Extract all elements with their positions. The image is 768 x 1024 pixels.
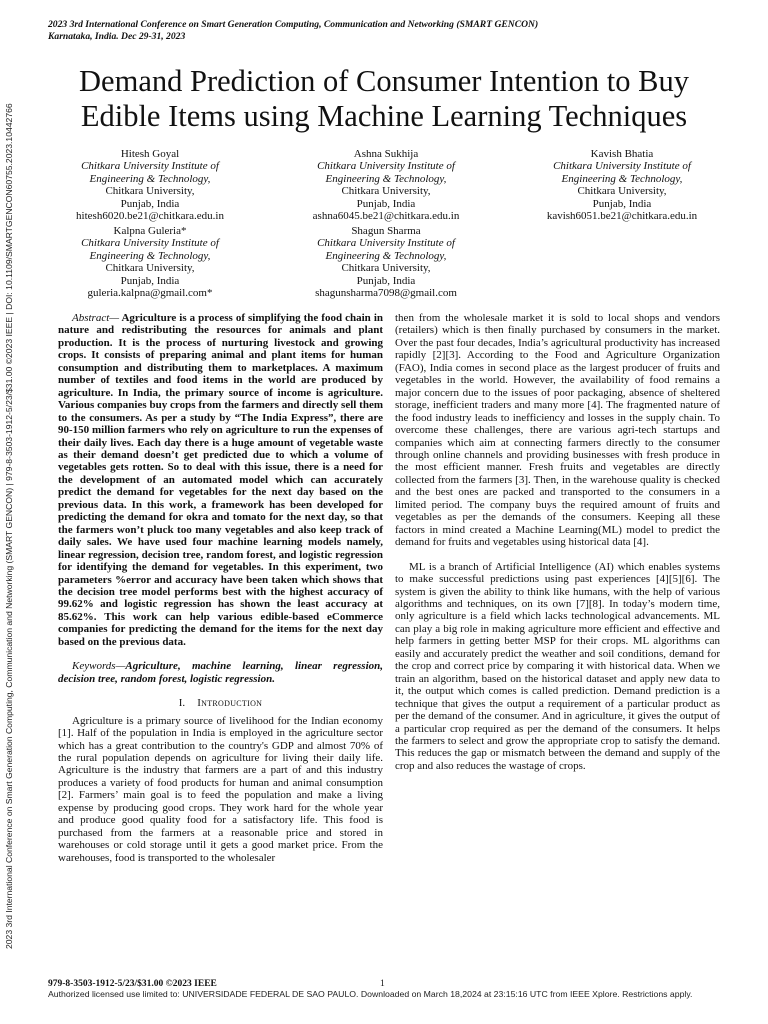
- author-university: Chitkara University,: [105, 262, 195, 275]
- author-university: Chitkara University,: [341, 262, 431, 275]
- conference-header: [48, 19, 728, 43]
- author-affiliation: Chitkara University Institute of: [81, 237, 219, 250]
- author-block: [50, 148, 730, 304]
- abstract-label: Abstract—: [72, 312, 120, 324]
- author-location: Punjab, India: [356, 274, 416, 287]
- author-affiliation: Chitkara University Institute of: [317, 160, 455, 173]
- section-title: Introduction: [197, 697, 263, 710]
- section-heading-introduction: [58, 697, 383, 709]
- intro-paragraph-1: Agriculture is a primary source of livelihood for the Indian economy [1]. Half of the population in India is employed in the agriculture sector which has a great contribution to the country's GDP and almost 70% of the rural population depends on agriculture for living their daily life. Agriculture is the industry that farmers are a part of and this industry produces a variety of food products for human and animal consumption [2]. Farmers’ main goal is to feed the population and make a living expense by producing good crops. They work hard for the whole year and produce good quality food for a satisfactory life. This food is purchased from the farmers at a reasonable price and stored in warehouses or cold storage until it gets a good market price. From the warehouses, food is transported to the wholesaler: [58, 714, 383, 864]
- author-location: Punjab, India: [592, 197, 652, 210]
- author-card: [522, 148, 722, 222]
- page-number: 1: [380, 979, 385, 989]
- keywords-text: Agriculture, machine learning, linear regression, decision tree, random forest, logistic regression.: [58, 660, 383, 685]
- keywords: [58, 660, 383, 685]
- footer-isbn: 979-8-3503-1912-5/23/$31.00 ©2023 IEEE: [48, 979, 217, 989]
- author-card: [286, 148, 486, 222]
- right-column: [395, 312, 720, 784]
- license-notice: Authorized licensed use limited to: UNIVERSIDADE FEDERAL DE SAO PAULO. Downloaded on March 18,2024 at 23:15:16 UTC from IEEE Xplore. Restrictions apply.: [48, 989, 693, 999]
- author-email: kavish6051.be21@chitkara.edu.in: [546, 210, 698, 223]
- author-card: [286, 225, 486, 299]
- author-name: Ashna Sukhija: [353, 148, 419, 160]
- author-name: Shagun Sharma: [351, 225, 421, 237]
- author-name: Kalpna Guleria*: [113, 225, 187, 237]
- author-email: hitesh6020.be21@chitkara.edu.in: [76, 210, 224, 223]
- paper-title: Demand Prediction of Consumer Intention to Buy Edible Items using Machine Learning Techniques: [79, 64, 689, 133]
- left-column: [58, 312, 383, 876]
- author-university: Chitkara University,: [577, 185, 667, 198]
- author-affiliation: Engineering & Technology,: [325, 172, 447, 185]
- abstract-text: Agriculture is a process of simplifying the food chain in nature and redistributing the resources for animals and plant production. It is the process of nurturing livestock and growing crops. It consists of preparing animal and plant items for human consumption and distributing them to marketplaces. A maximum number of textiles and food items in the world are produced by agriculture. In India, the primary source of income is agriculture. Various companies buy crops from the farmers and directly sell them to the consumers. As per a study by “The India Express”, there are 90-150 million farmers who rely on agriculture to run the expenses of their daily lives. Each day there is a huge amount of vegetable waste as their demand doesn’t get predicted due to which a volume of vegetables gets rotten. So to deal with this issue, there is a need for the development of an automated model which can accurately predict the demand for vegetables for the next day based on the previous data. In this work, a framework has been developed for predicting the demand for okra and tomato for the next day, so that the farmers won’t pluck too many vegetables and also keep track of daily sales. We have used four machine learning models namely, linear regression, decision tree, random forest, and logistic regression for identifying the demand for vegetables. In this experiment, two parameters %error and accuracy have been taken which shows that the decision tree model performs best with the highest accuracy of 99.62% and logistic regression has shown the least accuracy at 85.62%. This work can help various edible-based eCommerce companies for predicting the demand for the items for the next day based on the previous data.: [58, 312, 383, 648]
- author-affiliation: Engineering & Technology,: [325, 249, 447, 262]
- intro-paragraph-2: ML is a branch of Artificial Intelligence (AI) which enables systems to make successful predictions using past experiences [4][5][6]. The system is given the ability to think like humans, with the help of various algorithms and techniques, on its own [7][8]. In today’s modern time, only agriculture is a field which lacks technological advancements. ML can play a big role in making agriculture more efficient and effective and help farmers in getting better MSP for their crops. ML algorithms can easily and accurately predict the weather and soil conditions, demand for the crop and correct price by comparing it with historical data. When we train an algorithm, based on the historical dataset and apply new data to it, the output which comes is called prediction. Demand prediction is a technique that gives the output a requirement of a particular product as per the demand of the consumer. And in agriculture, it gives the output of a particular crop required as per the demand of the consumers. It helps the farmers to select and grow the appropriate crop to satisfy the demand. This reduces the gap or mismatch between the demand and supply of the crop and also reduces the wastage of crops.: [395, 560, 720, 772]
- conference-location-date: Karnataka, India. Dec 29-31, 2023: [48, 31, 186, 42]
- side-citation-strip: [0, 0, 18, 1024]
- author-university: Chitkara University,: [105, 185, 195, 198]
- abstract: [58, 312, 383, 648]
- author-location: Punjab, India: [120, 197, 180, 210]
- author-name: Kavish Bhatia: [590, 148, 654, 160]
- author-location: Punjab, India: [356, 197, 416, 210]
- author-affiliation: Engineering & Technology,: [89, 249, 211, 262]
- side-citation-text: 2023 3rd International Conference on Smart Generation Computing, Communication and Networking (SMART GENCON) | 979-8-3503-1912-5/23/$31.00 ©2023 IEEE | DOI: 10.1109/SMARTGENCON60755.2023.10442766: [4, 103, 14, 949]
- intro-paragraph-1-continued: then from the wholesale market it is sold to local shops and vendors (retailers) which is then finally purchased by consumers in the market. Over the past four decades, India’s agricultural productivity has increased rapidly [2][3]. According to the Food and Agriculture Organization (FAO), India comes in second place as the largest producer of fruits and vegetables in the world. However, the availability of food remains a major concern due to the issues of poor packaging, absence of sheltered storage, inefficient traders and many more [4]. The fragmented nature of the food industry leads to inefficiency and losses in the supply chain. To overcome these challenges, there are various agri-tech startups and companies which aim at connecting farmers directly to the consumer through online channels and providing businesses with fresh produce in the most efficient manner. Fresh fruits and vegetables are directly collected from the farmers [3]. Then, in the warehouse quality is checked and the best ones are packed and transported to the consumers in a limited period. The company buys the required amount of fruits and vegetables as per the demands of the consumers. Keeping all these factors in mind created a Machine Learning(ML) model to predict the demand for fruits and vegetables using historical data [4].: [395, 312, 720, 549]
- author-email: shagunsharma7098@gmail.com: [315, 287, 457, 300]
- author-affiliation: Chitkara University Institute of: [81, 160, 219, 173]
- author-name: Hitesh Goyal: [120, 148, 180, 160]
- conference-name: 2023 3rd International Conference on Smart Generation Computing, Communication and Networking (SMART GENCON): [48, 19, 539, 30]
- section-number: I.: [178, 697, 186, 710]
- author-affiliation: Engineering & Technology,: [89, 172, 211, 185]
- author-affiliation: Chitkara University Institute of: [317, 237, 455, 250]
- author-email: ashna6045.be21@chitkara.edu.in: [312, 210, 460, 223]
- author-card: [50, 225, 250, 299]
- author-university: Chitkara University,: [341, 185, 431, 198]
- author-affiliation: Engineering & Technology,: [561, 172, 683, 185]
- keywords-label: Keywords—: [72, 660, 126, 673]
- author-email: guleria.kalpna@gmail.com*: [87, 287, 213, 300]
- author-location: Punjab, India: [120, 274, 180, 287]
- author-affiliation: Chitkara University Institute of: [553, 160, 691, 173]
- author-card: [50, 148, 250, 222]
